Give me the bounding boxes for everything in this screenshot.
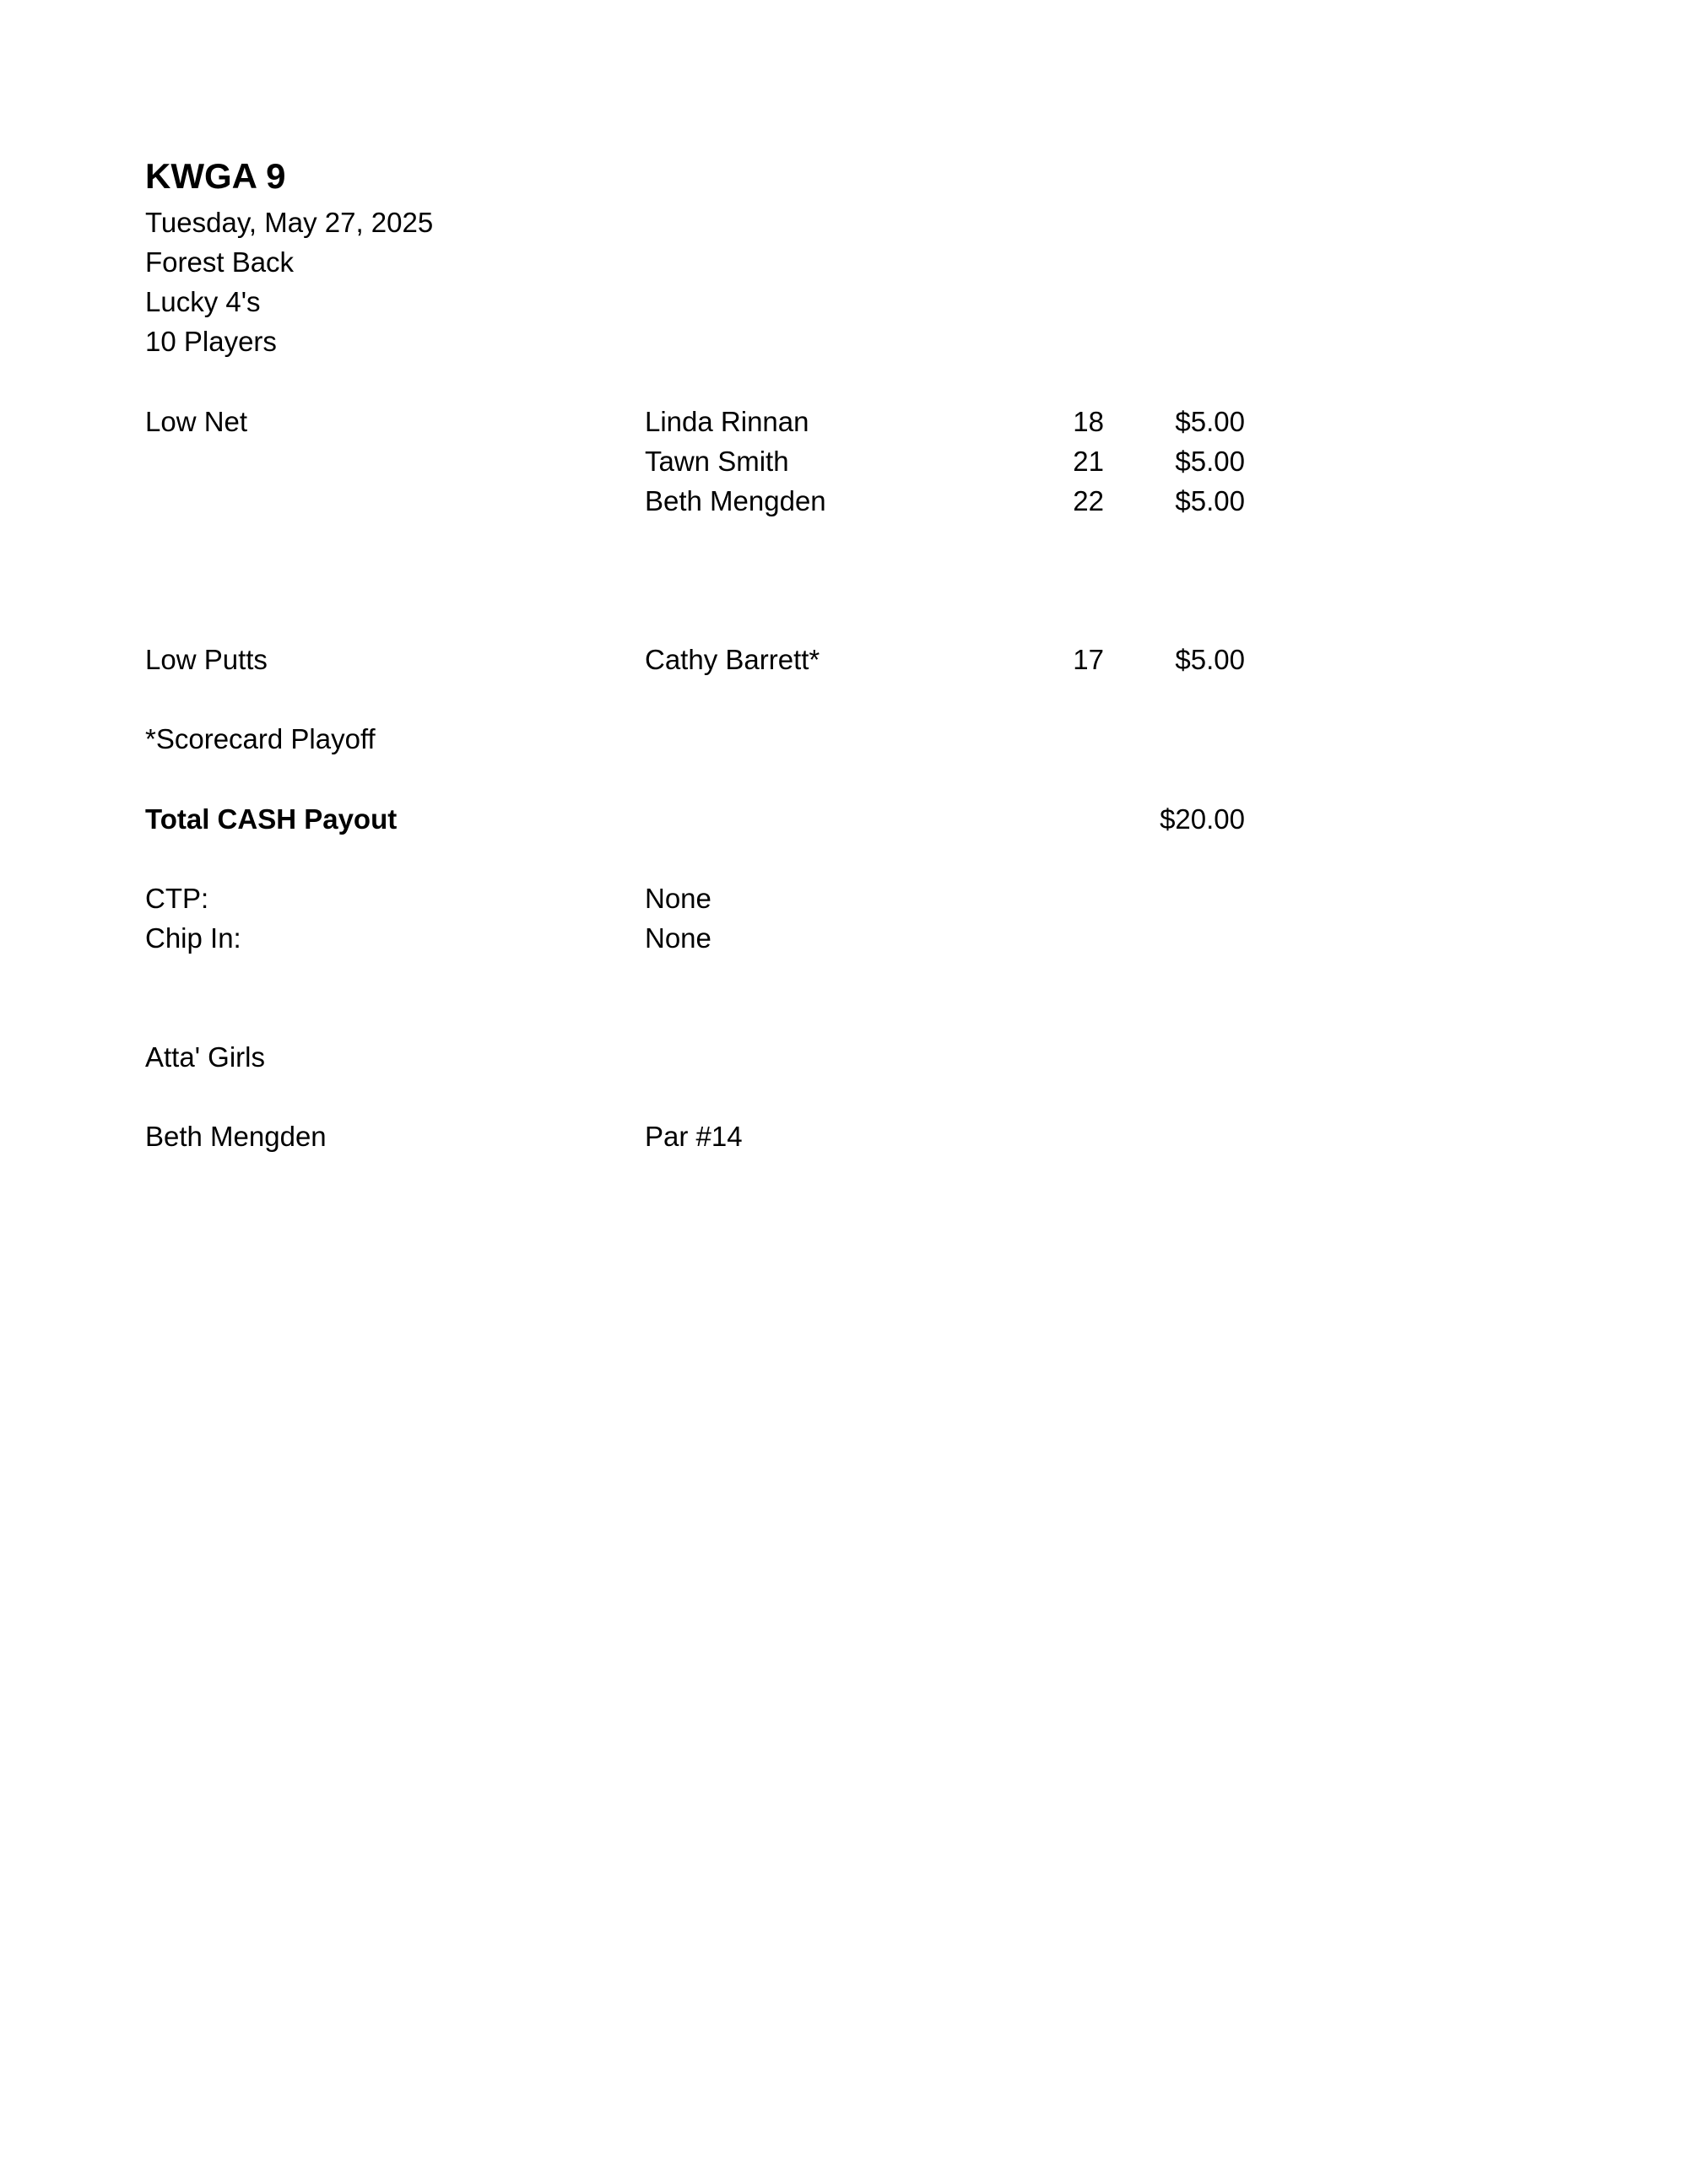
low-net-label: Low Net <box>145 406 248 437</box>
chip-in-label: Chip In: <box>145 922 241 954</box>
low-putts-player-name: Cathy Barrett* <box>645 644 820 675</box>
playoff-footnote: *Scorecard Playoff <box>145 723 376 754</box>
low-net-player-name: Linda Rinnan <box>645 406 809 437</box>
total-payout-amount: $20.00 <box>1160 803 1245 835</box>
total-payout-label: Total CASH Payout <box>145 803 398 835</box>
low-net-player-name: Beth Mengden <box>645 485 826 516</box>
low-putts-label: Low Putts <box>145 644 268 675</box>
atta-girls-label: Atta' Girls <box>145 1041 265 1073</box>
chip-in-value: None <box>645 922 711 954</box>
low-net-player-payout: $5.00 <box>1175 406 1245 437</box>
game-name: Lucky 4's <box>145 286 261 317</box>
low-net-player-score: 22 <box>1073 485 1104 516</box>
course-name: Forest Back <box>145 246 295 278</box>
low-net-player-payout: $5.00 <box>1175 446 1245 477</box>
atta-girls-note: Par #14 <box>645 1121 743 1152</box>
ctp-label: CTP: <box>145 883 209 914</box>
low-putts-player-payout: $5.00 <box>1175 644 1245 675</box>
low-net-player-payout: $5.00 <box>1175 485 1245 516</box>
page-title: KWGA 9 <box>145 156 286 196</box>
low-net-player-score: 21 <box>1073 446 1104 477</box>
atta-girls-player-name: Beth Mengden <box>145 1121 327 1152</box>
player-count: 10 Players <box>145 326 277 357</box>
low-net-player-score: 18 <box>1073 406 1104 437</box>
low-putts-player-score: 17 <box>1073 644 1104 675</box>
ctp-value: None <box>645 883 711 914</box>
event-date: Tuesday, May 27, 2025 <box>145 207 434 238</box>
low-net-player-name: Tawn Smith <box>645 446 789 477</box>
